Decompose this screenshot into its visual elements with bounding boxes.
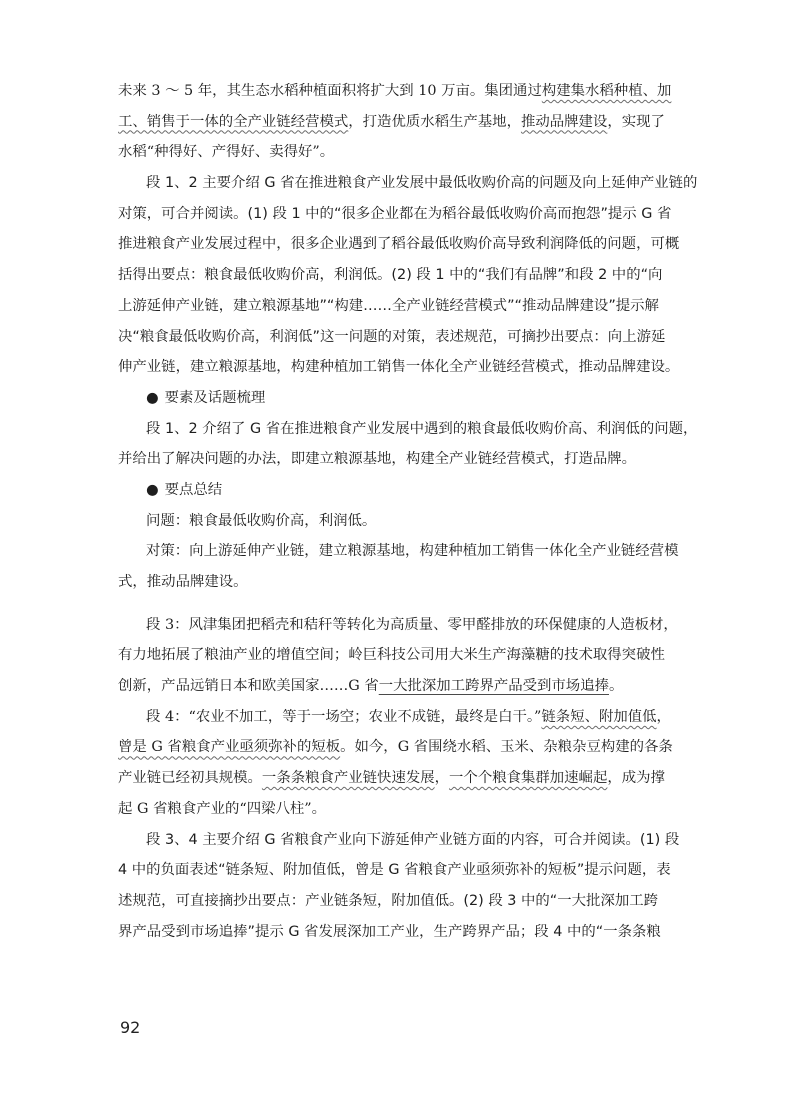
section-heading-text: 要素及话题梳理: [164, 389, 266, 406]
text-line: [118, 291, 700, 322]
section-heading: [118, 475, 700, 506]
paragraph: [118, 168, 700, 383]
text-run: ，打造优质水稻生产基地，: [348, 113, 521, 130]
text-run: 界产品受到市场追捧”提示 G 省发展深加工产业，生产跨界产品；段 4 中的“一条条粮: [118, 923, 661, 940]
text-line: [118, 763, 700, 794]
bullet-icon: ●: [146, 389, 159, 406]
wavy-underlined-phrase: 链条短、附加值低: [541, 708, 657, 725]
text-line: [118, 855, 700, 886]
wavy-underlined-phrase: 一个个粮食集群加速崛起: [449, 770, 608, 787]
paragraph: [118, 610, 700, 702]
text-line: [118, 260, 700, 291]
text-run: ，: [434, 770, 450, 787]
text-run: 段 4：“农业不加工，等于一场空；农业不成链，最终是白干。”: [146, 708, 542, 725]
text-line: [118, 76, 700, 107]
section-heading: [118, 383, 700, 414]
text-run: 创新，产品远销日本和欧美国家……G 省: [118, 678, 379, 695]
text-run: 括得出要点：粮食最低收购价高，利润低。(2) 段 1 中的“我们有品牌”和段 2 中的“向: [118, 267, 663, 284]
text-run: 决“粮食最低收购价高，利润低”这一问题的对策，表述规范，可摘抄出要点：向上游延: [118, 328, 666, 345]
text-run: 段 1、2 介绍了 G 省在推进粮食产业发展中遇到的粮食最低收购价高、利润低的问题，: [146, 420, 698, 437]
text-run: 推进粮食产业发展过程中，很多企业遇到了稻谷最低收购价高导致利润降低的问题，可概: [118, 236, 680, 253]
text-line: [118, 671, 700, 702]
text-line: [118, 199, 700, 230]
text-line: [118, 917, 700, 948]
text-line: [118, 640, 700, 671]
text-line: [118, 168, 700, 199]
text-run: 。: [608, 678, 624, 695]
text-run: 对策，可合并阅读。(1) 段 1 中的“很多企业都在为稻谷最低收购价高而抱怨”提示 G 省: [118, 205, 672, 222]
page-content: [118, 76, 700, 947]
section-heading-text: 要点总结: [164, 481, 223, 498]
text-line: [118, 229, 700, 260]
text-run: ，实现了: [607, 113, 665, 130]
page-number: 92: [120, 1018, 141, 1037]
text-line: [118, 322, 700, 353]
text-line: [118, 825, 700, 856]
text-run: 水稻“种得好、产得好、卖得好”。: [118, 144, 335, 161]
text-line: [118, 107, 700, 138]
text-line: [118, 536, 700, 567]
text-line: [118, 137, 700, 168]
wavy-underlined-phrase: 推动品牌建设: [520, 113, 608, 130]
text-run: 有力地拓展了粮油产业的增值空间；岭巨科技公司用大米生产海藻糖的技术取得突破性: [118, 647, 665, 664]
wavy-underlined-phrase: 构建集水稻种植、加: [541, 83, 672, 99]
text-run: 产业链已经初具规模。: [118, 770, 262, 787]
text-run: 段 1、2 主要介绍 G 省在推进粮食产业发展中最低收购价高的问题及向上延伸产业链的: [146, 175, 698, 192]
text-run: 述规范，可直接摘抄出要点：产业链条短，附加值低。(2) 段 3 中的“一大批深加工跨: [118, 892, 659, 909]
text-run: 对策：向上游延伸产业链，建立粮源基地，构建种植加工销售一体化全产业链经营模: [146, 543, 679, 560]
text-run: 问题：粮食最低收购价高，利润低。: [146, 512, 377, 529]
wavy-underlined-phrase: 一条条粮食产业链快速发展: [261, 770, 435, 787]
text-line: [118, 886, 700, 917]
paragraph: [118, 825, 700, 948]
text-line: [118, 414, 700, 445]
text-run: 4 中的负面表述“链条短、附加值低，曾是 G 省粮食产业亟须弥补的短板”提示问题，表: [118, 862, 671, 879]
text-run: 。如今，G 省围绕水稻、玉米、杂粮杂豆构建的各条: [340, 739, 673, 756]
text-run: 段 3、4 主要介绍 G 省粮食产业向下游延伸产业链方面的内容，可合并阅读。(1) 段: [146, 831, 680, 848]
bullet-icon: ●: [146, 481, 159, 498]
text-line: [118, 610, 700, 641]
paragraph: [118, 536, 700, 597]
text-run: 起 G 省粮食产业的“四梁八柱”。: [118, 800, 327, 817]
wavy-underlined-phrase: 工、销售于一体的全产业链经营模式: [118, 113, 349, 130]
text-run: 并给出了解决问题的办法，即建立粮源基地，构建全产业链经营模式，打造品牌。: [118, 451, 637, 468]
text-run: 未来 3 ～ 5 年，其生态水稻种植面积将扩大到 10 万亩。集团通过: [118, 83, 542, 99]
paragraph: [118, 702, 700, 825]
text-line: [118, 444, 700, 475]
text-line: [118, 352, 700, 383]
text-line: [118, 794, 700, 825]
text-line: [118, 567, 700, 598]
underlined-phrase: 一大批深加工跨界产品受到市场追捧: [378, 678, 609, 695]
paragraph: [118, 414, 700, 475]
paragraph-gap: [118, 598, 700, 610]
paragraph: [118, 506, 700, 537]
text-run: 伸产业链，建立粮源基地，构建种植加工销售一体化全产业链经营模式，推动品牌建设。: [118, 359, 680, 376]
wavy-underlined-phrase: 曾是 G 省粮食产业亟须弥补的短板: [118, 739, 341, 756]
text-run: 式，推动品牌建设。: [118, 574, 248, 590]
text-run: ，成为撑: [607, 770, 665, 787]
text-run: 段 3：风津集团把稻壳和秸秆等转化为高质量、零甲醛排放的环保健康的人造板材，: [146, 616, 678, 633]
text-run: ，: [656, 708, 671, 725]
paragraph: [118, 76, 700, 168]
text-line: [118, 506, 700, 537]
text-line: [118, 702, 700, 733]
text-run: 上游延伸产业链，建立粮源基地”“构建……全产业链经营模式”“推动品牌建设”提示解: [118, 297, 659, 314]
text-line: [118, 732, 700, 763]
